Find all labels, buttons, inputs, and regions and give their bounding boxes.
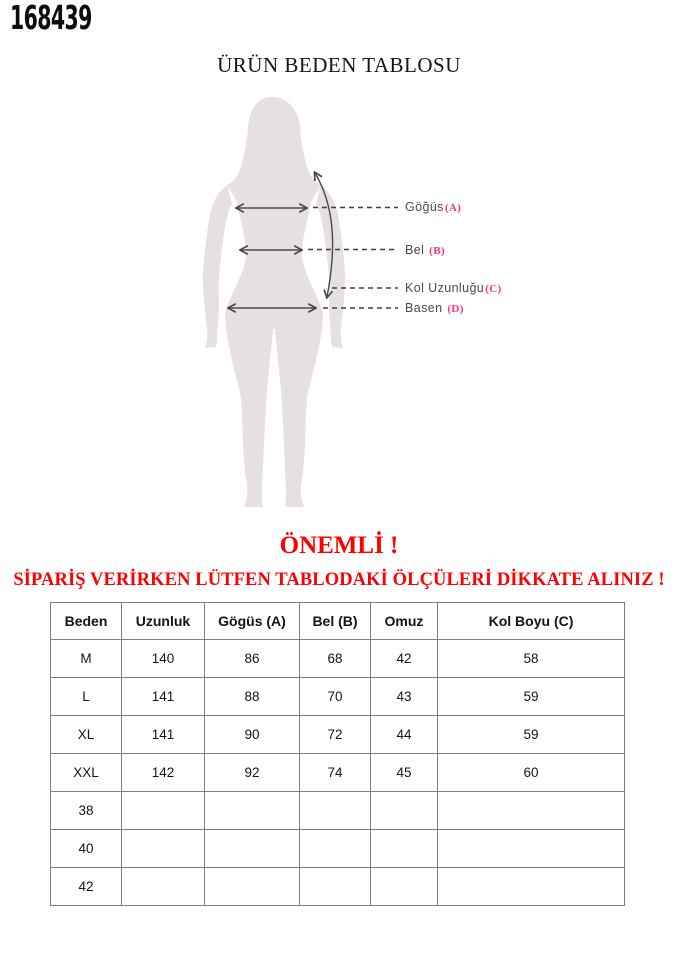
measure-cell: 88	[205, 678, 300, 716]
measure-cell	[300, 868, 371, 906]
measure-cell: 142	[122, 754, 205, 792]
size-cell: XL	[51, 716, 122, 754]
measure-cell	[371, 792, 438, 830]
measure-code: (D)	[447, 303, 464, 315]
warning-title: ÖNEMLİ !	[279, 532, 399, 559]
measure-cell: 90	[205, 716, 300, 754]
column-header: Uzunluk	[122, 603, 205, 640]
measure-label-gogus	[405, 199, 461, 216]
measure-code: (A)	[444, 202, 462, 214]
size-cell: 38	[51, 792, 122, 830]
measure-cell: 92	[205, 754, 300, 792]
measure-cell	[205, 792, 300, 830]
measure-cell: 74	[300, 754, 371, 792]
warning-subtitle: SİPARİŞ VERİRKEN LÜTFEN TABLODAKİ ÖLÇÜLERİ DİKKATE ALINIZ !	[13, 570, 665, 590]
table-row	[51, 640, 625, 678]
measure-name: Bel	[405, 243, 429, 257]
measure-cell: 42	[371, 640, 438, 678]
measure-label-kol-uzunlugu	[405, 280, 502, 297]
table-row	[51, 678, 625, 716]
size-cell: M	[51, 640, 122, 678]
measure-cell	[122, 868, 205, 906]
table-row	[51, 792, 625, 830]
header-row	[51, 603, 625, 640]
column-header: Gögüs (A)	[205, 603, 300, 640]
measure-code: (C)	[485, 283, 502, 295]
measure-cell	[438, 792, 625, 830]
measure-cell: 72	[300, 716, 371, 754]
measure-cell: 59	[438, 678, 625, 716]
measure-cell	[122, 830, 205, 868]
measure-label-basen	[405, 300, 464, 317]
measure-cell	[438, 868, 625, 906]
measure-cell	[371, 868, 438, 906]
table-row	[51, 868, 625, 906]
measure-cell	[205, 868, 300, 906]
measure-cell: 141	[122, 678, 205, 716]
size-cell: 42	[51, 868, 122, 906]
column-header: Beden	[51, 603, 122, 640]
column-header: Kol Boyu (C)	[438, 603, 625, 640]
female-silhouette	[225, 97, 323, 507]
body-measurement-diagram	[160, 80, 520, 530]
measure-cell: 141	[122, 716, 205, 754]
size-table	[50, 602, 625, 906]
size-cell: XXL	[51, 754, 122, 792]
measure-cell: 44	[371, 716, 438, 754]
measure-cell: 68	[300, 640, 371, 678]
measure-cell	[122, 792, 205, 830]
column-header: Bel (B)	[300, 603, 371, 640]
measure-cell: 70	[300, 678, 371, 716]
measure-name: Göğüs	[405, 200, 444, 214]
measure-code: (B)	[429, 245, 446, 257]
measure-cell	[371, 830, 438, 868]
measure-name: Basen	[405, 301, 447, 315]
product-code: 168439	[10, 0, 92, 37]
measure-cell: 43	[371, 678, 438, 716]
measure-cell	[300, 830, 371, 868]
measure-cell: 140	[122, 640, 205, 678]
measure-cell	[300, 792, 371, 830]
column-header: Omuz	[371, 603, 438, 640]
measure-cell	[205, 830, 300, 868]
measure-name: Kol Uzunluğu	[405, 281, 485, 295]
measure-label-bel	[405, 242, 445, 259]
measure-cell	[438, 830, 625, 868]
measure-cell: 60	[438, 754, 625, 792]
size-cell: L	[51, 678, 122, 716]
measure-cell: 45	[371, 754, 438, 792]
table-row	[51, 754, 625, 792]
measure-cell: 59	[438, 716, 625, 754]
measure-cell: 86	[205, 640, 300, 678]
page-title: ÜRÜN BEDEN TABLOSU	[217, 53, 461, 77]
measure-cell: 58	[438, 640, 625, 678]
size-cell: 40	[51, 830, 122, 868]
table-row	[51, 716, 625, 754]
table-row	[51, 830, 625, 868]
